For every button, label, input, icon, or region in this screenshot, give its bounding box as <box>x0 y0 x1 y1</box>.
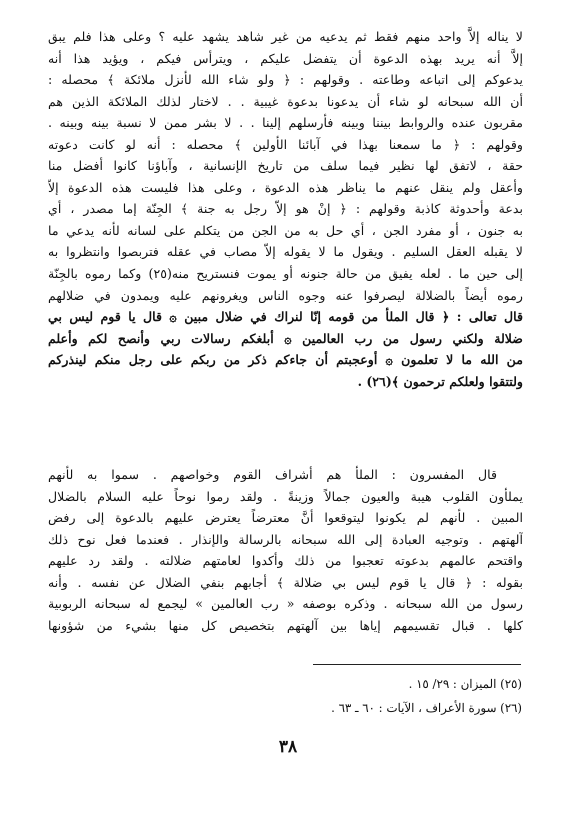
text-line: مقربون عنده والروابط بيننا وبينه فأرسلهم إلينا . . لا بشر ممن لا نسبة بينه وبينه . <box>48 115 523 131</box>
main-paragraph-1 <box>48 26 523 392</box>
text-line: يدعوكم إلى اتباعه وطاعته . وقولهم : ﴿ ولو شاء الله لأنزل ملائكة ﴾ محصله : <box>48 72 523 88</box>
text-line: بقوله : ﴿ قال يا قوم ليس بي ضلالة ﴾ أجابهم بنفي الضلال عن نفسه . وأنه <box>48 574 523 590</box>
text-line: رسول من الله سبحانه . وذكره بوصفه « رب العالمين » ليجمع له سبحانه الربوبية <box>48 596 523 612</box>
text-line: كلها . قبال تقسيمهم إياها بين آلهتهم بتخصيص كل منها بشيء من شؤونها <box>48 617 523 633</box>
text-line: رموه أيضاً بالضلالة ليصرفوا عنه وجوه الناس ويغرونهم عليه ويمدون في ضلالهم <box>48 287 523 303</box>
text-line: قال المفسرون : الملأ هم أشراف القوم وخواصهم . سموا به لأنهم <box>48 467 497 482</box>
text-line: المبين . لأنهم لم يكونوا ليتوقعوا أنَّ معترضاً يعترض عليهم بالدعوة إلى رفض <box>48 510 523 526</box>
text-line: يملأون القلوب هيبة والعيون جمالاً وزينةً . ولقد رموا نوحاً عليه السلام بالضلال <box>48 488 523 504</box>
footnote-26: (٢٦) سورة الأعراف ، الآيات : ٦٠ ـ ٦٣ . <box>331 701 522 715</box>
text-line: أن الله سبحانه لو شاء أن يدعونا بدعوة غيبية . . لاختار لذلك الملائكة الذين هم <box>48 93 523 109</box>
text-line: إلى حين ما . لعله يفيق من حالة جنونه أو يموت فنستريح منه(٢٥) وكما رموه بالجِنّة <box>48 266 523 282</box>
text-line: آلهتهم . وتوجيه العبادة إلى الله سبحانه بالرسالة والإنذار . فعندما فعل نوح ذلك <box>48 531 523 547</box>
text-line: وقولهم : ﴿ ما سمعنا بهذا في آبائنا الأولين ﴾ محصله : أنه لو كانت دعوته <box>48 136 523 152</box>
text-line: بدعة وأحدوثة كاذبة وقولهم : ﴿ إنْ هو إلاّ رجل به جنة ﴾ الجِنّة إما مصدر ، أي <box>48 201 523 217</box>
footnotes <box>48 672 522 720</box>
footnote-divider <box>313 664 521 665</box>
text-line: لا يقبله العقل السليم . ويقول ما لا يقوله إلاّ مصاب في عقله فتربصوا وانتظروا به <box>48 244 523 260</box>
page-number: ٣٨ <box>278 737 298 757</box>
quran-quote-line: ولتتقوا ولعلكم ترحمون ﴾(٢٦) . <box>357 373 523 389</box>
quran-quote-line: من الله ما لا تعلمون ۞ أوعجبتم أن جاءكم ذكر من ربكم على رجل منكم لينذركم <box>48 352 523 368</box>
text-line: واقتحم عالمهم بدعوته تعجبوا من ذلك وأكدوا لعامتهم ضلالته . ولقد رد عليهم <box>48 553 523 569</box>
text-line: وأعقل ولم ينقل عنهم ما يناظر هذه الدعوة ، وعلى هذا فليست هذه الدعوة إلاّ <box>48 179 523 195</box>
text-line: حقة ، لاتفق لها نظير فيما سلف من تاريخ الإنسانية ، وآباؤنا كانوا أفضل منا <box>48 158 523 174</box>
quran-quote-line: قال تعالى : ﴿ قال الملأ من قومه إنّا لنراك في ضلال مبين ۞ قال يا قوم ليس بي <box>48 309 523 325</box>
text-line: لا يناله إلاَّ واحد منهم فقط ثم يدعيه من غير شاهد يشهد عليه ؟ وعلى هذا فلم يبق <box>48 29 523 44</box>
main-paragraph-2 <box>48 464 523 636</box>
quran-quote-line: ضلالة ولكني رسول من رب العالمين ۞ أبلغكم رسالات ربي وأنصح لكم وأعلم <box>48 330 523 346</box>
footnote-25: (٢٥) الميزان : ٢٩/ ١٥ . <box>408 677 522 691</box>
text-line: به جنون ، أو مفرد الجن ، أي حل به من الجن من يتكلم على لسانه لأنه يدعي ما <box>48 222 523 238</box>
text-line: إلاَّ أنه يريد بهذه الدعوة أن يتفضل عليكم ، ويترأس فيكم ، ويؤيد هذا أنه <box>48 50 523 66</box>
